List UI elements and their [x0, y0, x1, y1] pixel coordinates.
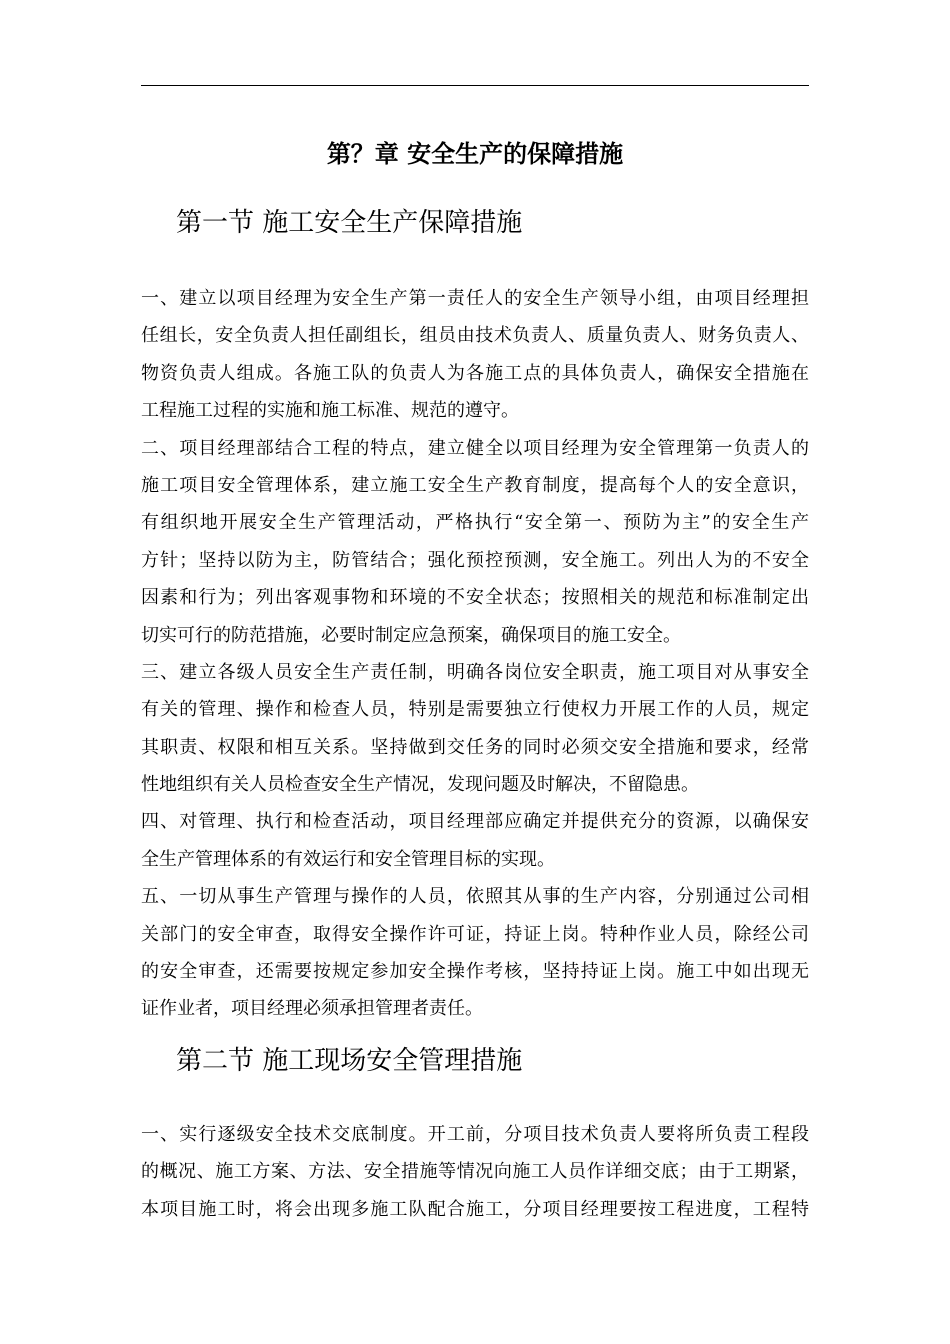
section-1-body — [141, 280, 809, 1028]
paragraph-line: 物资负责人组成。各施工队的负责人为各施工点的具体负责人，确保安全措施在 — [141, 362, 809, 384]
section-title-1: 第一节 施工安全生产保障措施 — [176, 208, 523, 238]
chapter-title: 第？章 安全生产的保障措施 — [326, 140, 624, 168]
paragraph-line: 全生产管理体系的有效运行和安全管理目标的实现。 — [141, 848, 555, 870]
paragraph-line: 一、实行逐级安全技术交底制度。开工前，分项目技术负责人要将所负责工程段 — [141, 1124, 809, 1145]
paragraph-line: 任组长，安全负责人担任副组长，组员由技术负责人、质量负责人、财务负责人、 — [141, 325, 809, 347]
paragraph-line: 方针；坚持以防为主，防管结合；强化预控预测，安全施工。列出人为的不安全 — [141, 549, 809, 571]
section-2-body — [141, 1116, 809, 1228]
paragraph-line: 证作业者，项目经理必须承担管理者责任。 — [141, 998, 483, 1020]
paragraph-line: 四、对管理、执行和检查活动，项目经理部应确定并提供充分的资源，以确保安 — [141, 811, 809, 833]
paragraph-line: 性地组织有关人员检查安全生产情况，发现问题及时解决，不留隐患。 — [141, 774, 699, 796]
paragraph-line: 本项目施工时，将会出现多施工队配合施工，分项目经理要按工程进度，工程特 — [141, 1198, 809, 1220]
paragraph-line: 施工项目安全管理体系，建立施工安全生产教育制度，提高每个人的安全意识， — [141, 474, 809, 496]
paragraph-line: 的安全审查，还需要按规定参加安全操作考核，坚持持证上岗。施工中如出现无 — [141, 961, 809, 983]
paragraph-line: 有关的管理、操作和检查人员，特别是需要独立行使权力开展工作的人员，规定 — [141, 699, 809, 721]
paragraph-line: 工程施工过程的实施和施工标准、规范的遵守。 — [141, 400, 519, 422]
paragraph-line: 一、建立以项目经理为安全生产第一责任人的安全生产领导小组，由项目经理担 — [141, 288, 809, 309]
header-rule — [141, 85, 809, 86]
paragraph-line: 有组织地开展安全生产管理活动，严格执行“安全第一、预防为主”的安全生产 — [141, 512, 809, 534]
paragraph-line: 三、建立各级人员安全生产责任制，明确各岗位安全职责，施工项目对从事安全 — [141, 661, 809, 683]
paragraph-line: 切实可行的防范措施，必要时制定应急预案，确保项目的施工安全。 — [141, 624, 681, 646]
paragraph-line: 关部门的安全审查，取得安全操作许可证，持证上岗。特种作业人员，除经公司 — [141, 923, 809, 945]
paragraph-line: 其职责、权限和相互关系。坚持做到交任务的同时必须交安全措施和要求，经常 — [141, 736, 809, 758]
paragraph-line: 的概况、施工方案、方法、安全措施等情况向施工人员作详细交底；由于工期紧， — [141, 1161, 809, 1183]
paragraph-line: 因素和行为；列出客观事物和环境的不安全状态；按照相关的规范和标准制定出 — [141, 587, 809, 609]
section-title-2: 第二节 施工现场安全管理措施 — [176, 1046, 523, 1076]
paragraph-line: 五、一切从事生产管理与操作的人员，依照其从事的生产内容，分别通过公司相 — [141, 886, 809, 908]
paragraph-line: 二、项目经理部结合工程的特点，建立健全以项目经理为安全管理第一负责人的 — [141, 437, 809, 459]
